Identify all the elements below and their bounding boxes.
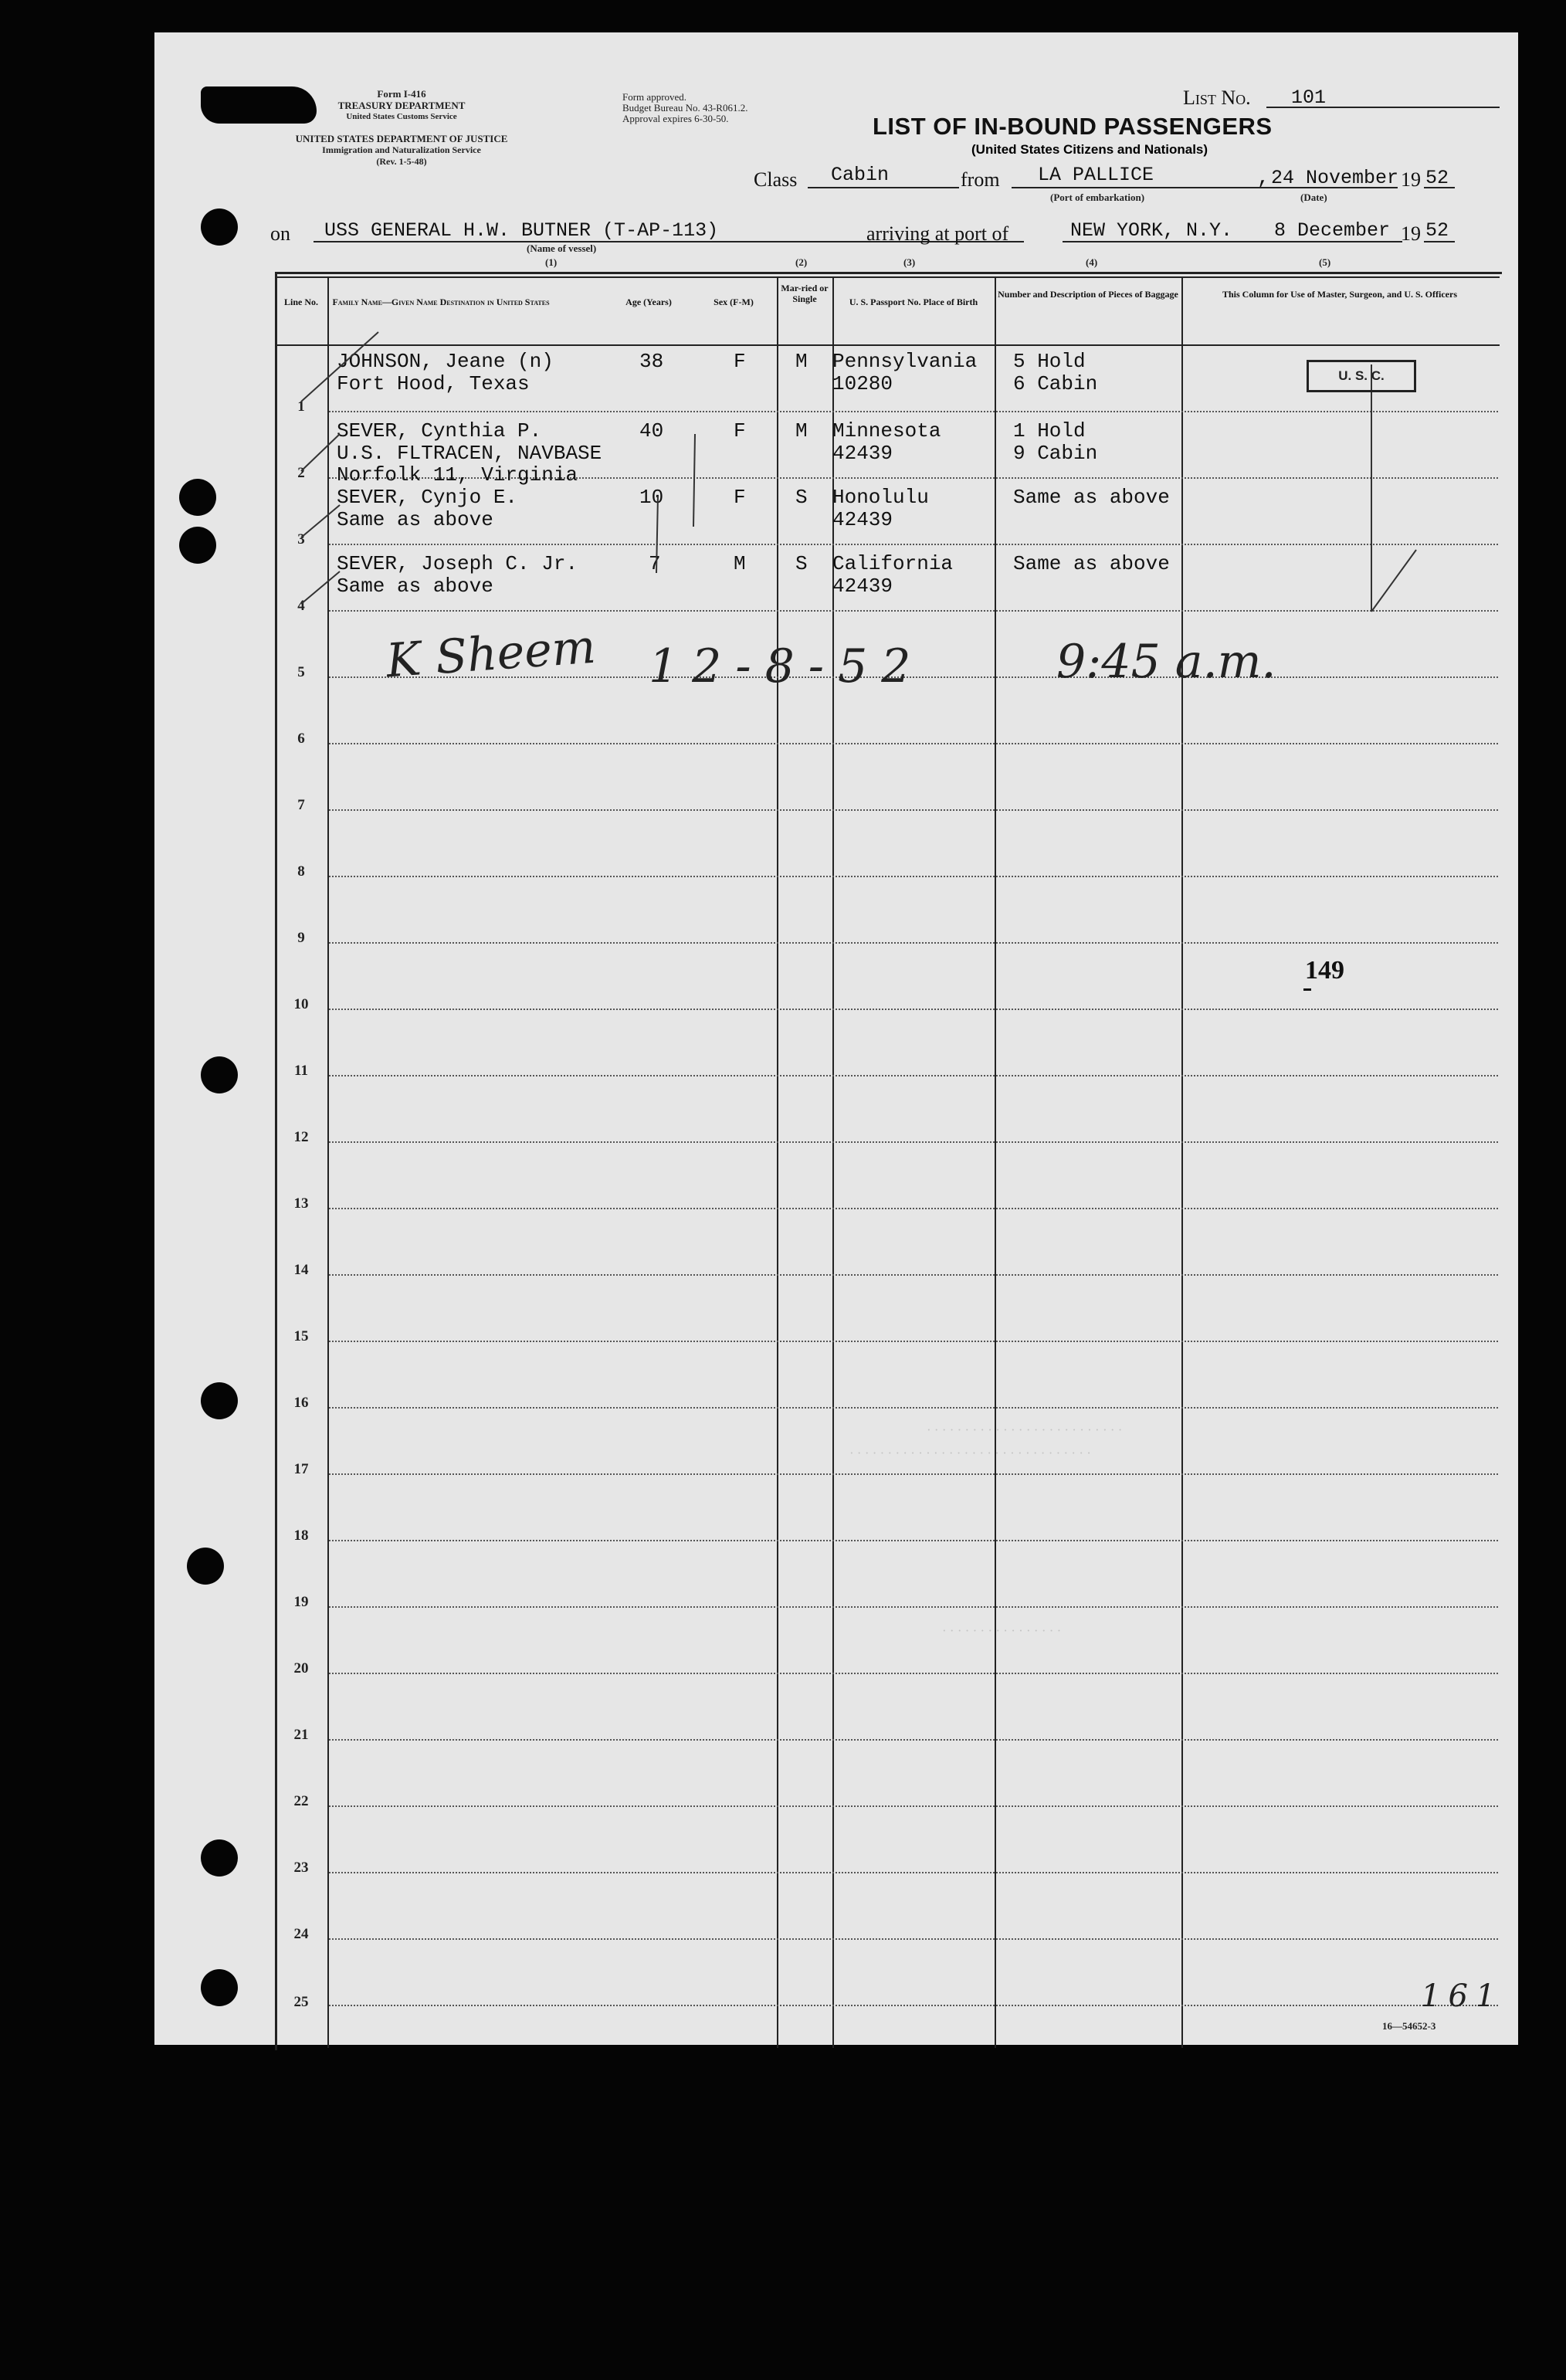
- form-approved: Form approved.: [622, 91, 687, 103]
- col-header-married: Mar-ried or Single: [781, 283, 829, 304]
- line-number: 20: [293, 1660, 309, 1677]
- col-number: (5): [1319, 256, 1331, 268]
- passenger-birthplace: Pennsylvania: [832, 350, 978, 373]
- on-label: on: [270, 222, 290, 245]
- embark-date: 24 November: [1271, 167, 1399, 189]
- bleed-through: · · · · · · · · · · · · · · · · · · · · · · · · · · · · · · · ·: [849, 1446, 1091, 1460]
- passenger-sex: F: [734, 419, 746, 442]
- stamp-dash: [1303, 988, 1311, 991]
- passenger-age: 10: [639, 486, 664, 509]
- col-header-sex: Sex (F-M): [714, 297, 754, 307]
- page-title: LIST OF IN-BOUND PASSENGERS: [873, 113, 1273, 140]
- check-mark: [301, 505, 340, 537]
- passenger-baggage: 1 Hold: [1013, 419, 1086, 442]
- handwritten-page-number: 161: [1421, 1978, 1503, 2014]
- passenger-name: SEVER, Joseph C. Jr.: [337, 552, 578, 575]
- line-number: 2: [297, 465, 305, 481]
- passenger-marital: S: [795, 486, 808, 509]
- check-mark: [301, 571, 340, 604]
- col-number: (1): [545, 256, 558, 268]
- line-number: 13: [293, 1195, 309, 1212]
- arrival-year: 52: [1425, 219, 1449, 242]
- passenger-name: SEVER, Cynjo E.: [337, 486, 518, 509]
- passenger-baggage: Same as above: [1013, 552, 1170, 575]
- arrival-year-prefix: 19: [1401, 222, 1421, 245]
- col-header-passport: U. S. Passport No. Place of Birth: [849, 297, 978, 307]
- passenger-marital: M: [795, 419, 808, 442]
- passenger-sex: M: [734, 552, 746, 575]
- check-mark: [301, 434, 340, 471]
- pencil-bracket: [693, 434, 695, 527]
- bleed-through: · · · · · · · · · · · · · · · · · · · · · · · · · ·: [927, 1422, 1123, 1437]
- handwritten-signature: K Sheem: [384, 619, 598, 689]
- line-number: 21: [293, 1727, 309, 1743]
- line-number: 16: [293, 1395, 309, 1411]
- embarkation-caption: (Port of embarkation): [1050, 192, 1145, 203]
- line-number: 19: [293, 1594, 309, 1610]
- line-number: 7: [297, 797, 305, 813]
- pencil-marks: [154, 32, 1518, 2045]
- passenger-destination: Same as above: [337, 508, 493, 531]
- passenger-marital: S: [795, 552, 808, 575]
- bleed-through: · · · · · · · · · · · · · · · ·: [942, 1623, 1062, 1638]
- col-header-officers: This Column for Use of Master, Surgeon, and U. S. Officers: [1222, 289, 1457, 300]
- line-number: 9: [297, 930, 305, 946]
- line-number: 5: [297, 664, 305, 680]
- line-number: 18: [293, 1527, 309, 1544]
- comma: ,: [1257, 167, 1270, 190]
- vessel-caption: (Name of vessel): [527, 242, 597, 254]
- passenger-baggage: 9 Cabin: [1013, 442, 1098, 465]
- line-number: 24: [293, 1926, 309, 1942]
- line-number: 17: [293, 1461, 309, 1477]
- arrival-date: 8 December: [1274, 219, 1391, 242]
- passenger-passport: 42439: [832, 508, 893, 531]
- arriving-label: arriving at port of: [866, 222, 1009, 245]
- embarkation-port: LA PALLICE: [1038, 164, 1154, 186]
- passenger-age: 7: [649, 552, 661, 575]
- passenger-passport: 42439: [832, 442, 893, 465]
- stamped-number: 149: [1305, 956, 1344, 985]
- form-number: Form I-416: [377, 88, 426, 100]
- col-header-line: Line No.: [283, 297, 318, 307]
- customs-service: United States Customs Service: [346, 112, 457, 121]
- list-no-value: 101: [1291, 86, 1327, 109]
- line-number: 10: [293, 996, 309, 1012]
- passenger-destination: Norfolk 11, Virginia: [337, 463, 578, 487]
- line-number: 3: [297, 531, 305, 548]
- line-number: 12: [293, 1129, 309, 1145]
- from-label: from: [961, 168, 1000, 191]
- passenger-age: 38: [639, 350, 664, 373]
- handwritten-date: 12-8-52: [649, 639, 925, 693]
- embark-year-prefix: 19: [1401, 168, 1421, 191]
- line-number: 8: [297, 863, 305, 880]
- treasury-department: TREASURY DEPARTMENT: [337, 100, 466, 111]
- passenger-baggage: 6 Cabin: [1013, 372, 1098, 395]
- passenger-name: SEVER, Cynthia P.: [337, 419, 542, 442]
- passenger-birthplace: Minnesota: [832, 419, 941, 442]
- vessel-name: USS GENERAL H.W. BUTNER (T-AP-113): [324, 219, 719, 242]
- line-number: 22: [293, 1793, 309, 1809]
- line-number: 23: [293, 1860, 309, 1876]
- col-header-baggage: Number and Description of Pieces of Baggage: [998, 289, 1178, 300]
- line-number: 14: [293, 1262, 309, 1278]
- passenger-passport: 10280: [832, 372, 893, 395]
- passenger-destination: U.S. FLTRACEN, NAVBASE: [337, 442, 602, 465]
- passenger-sex: F: [734, 486, 746, 509]
- customs-stamp: U. S. C.: [1307, 360, 1416, 392]
- ins: Immigration and Naturalization Service: [322, 144, 481, 155]
- line-number: 6: [297, 731, 305, 747]
- class-label: Class: [754, 168, 798, 191]
- col-header-age: Age (Years): [625, 297, 672, 307]
- line-number: 1: [297, 398, 305, 415]
- passenger-destination: Fort Hood, Texas: [337, 372, 530, 395]
- col-number: (4): [1086, 256, 1098, 268]
- manifest-page: [154, 32, 1518, 2045]
- line-number: 4: [297, 598, 305, 614]
- approval-expires: Approval expires 6-30-50.: [622, 113, 729, 124]
- passenger-baggage: Same as above: [1013, 486, 1170, 509]
- line-number: 15: [293, 1328, 309, 1344]
- passenger-name: JOHNSON, Jeane (n): [337, 350, 554, 373]
- list-no-label: List No.: [1183, 86, 1251, 109]
- page-subtitle: (United States Citizens and Nationals): [971, 142, 1208, 157]
- verification-check: [1371, 550, 1416, 612]
- passenger-age: 40: [639, 419, 664, 442]
- line-number: 11: [294, 1063, 308, 1079]
- pencil-bracket: [656, 496, 658, 573]
- footer-code: 16—54652-3: [1382, 2020, 1436, 2032]
- date-caption: (Date): [1300, 192, 1327, 203]
- passenger-marital: M: [795, 350, 808, 373]
- passenger-destination: Same as above: [337, 575, 493, 598]
- col-number: (3): [903, 256, 916, 268]
- department-of-justice: UNITED STATES DEPARTMENT OF JUSTICE: [295, 133, 508, 144]
- check-mark: [301, 332, 378, 402]
- revision: (Rev. 1-5-48): [376, 156, 427, 167]
- embark-year: 52: [1425, 167, 1449, 189]
- line-number: 25: [293, 1994, 309, 2010]
- handwritten-time: 9:45 a.m.: [1056, 635, 1276, 689]
- arrival-port: NEW YORK, N.Y.: [1070, 219, 1233, 242]
- class-value: Cabin: [831, 164, 890, 186]
- passenger-birthplace: Honolulu: [832, 486, 929, 509]
- passenger-birthplace: California: [832, 552, 954, 575]
- passenger-baggage: 5 Hold: [1013, 350, 1086, 373]
- budget-bureau: Budget Bureau No. 43-R061.2.: [622, 102, 748, 114]
- col-number: (2): [795, 256, 808, 268]
- passenger-sex: F: [734, 350, 746, 373]
- col-header-name: Family Name—Given Name Destination in United States: [332, 297, 550, 307]
- passenger-passport: 42439: [832, 575, 893, 598]
